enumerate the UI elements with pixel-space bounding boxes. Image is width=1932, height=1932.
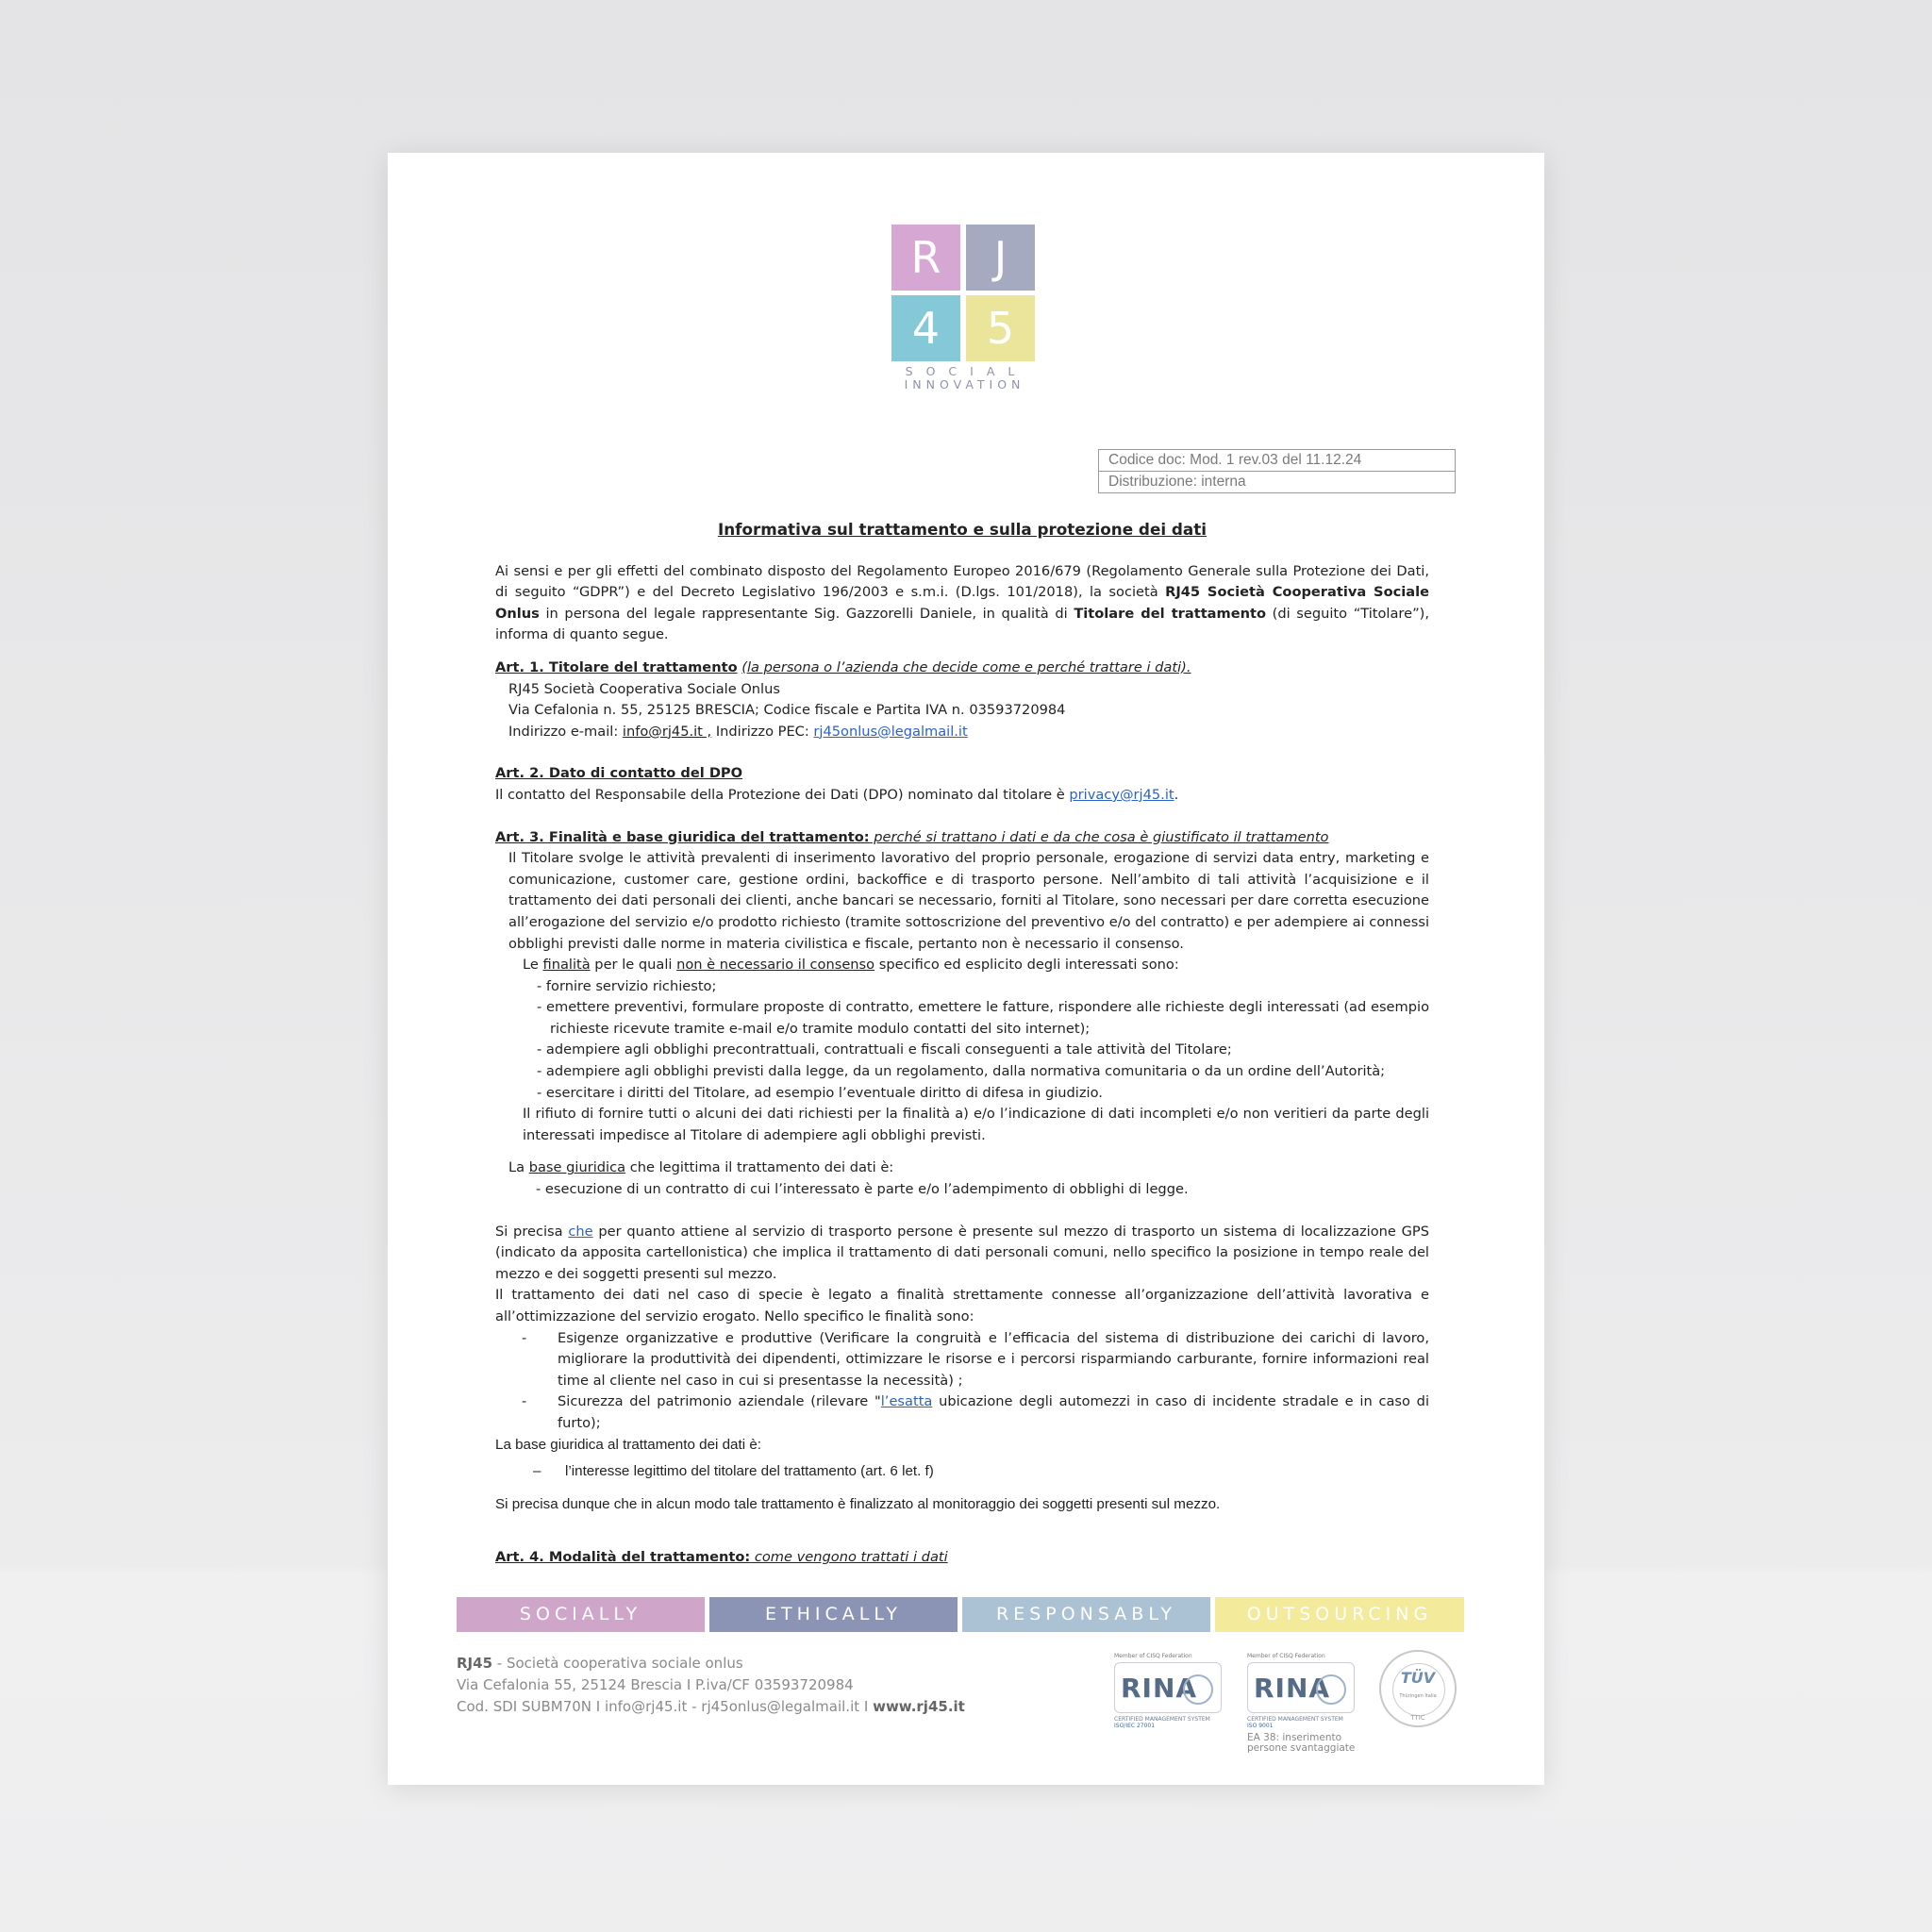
- footer-company: RJ45: [457, 1655, 493, 1672]
- list-item: – l’interesse legittimo del titolare del trattamento (art. 6 let. f): [533, 1463, 934, 1480]
- company-name: RJ45 Società Cooperativa Sociale Onlus: [495, 584, 1429, 622]
- logo-tile-5: 5: [966, 295, 1035, 361]
- titolare-label: Titolare del trattamento: [1074, 605, 1267, 622]
- list-item: - adempiere agli obblighi previsti dalla legge, da un regolamento, dalla normativa comunitaria o da un ordine dell’Autorità;: [537, 1063, 1386, 1080]
- pec-link[interactable]: rj45onlus@legalmail.it: [813, 723, 968, 740]
- banner-outsourcing: OUTSOURCING: [1215, 1597, 1464, 1632]
- rina-iso9001-badge: Member of CISQ Federation RINA CERTIFIED MANAGEMENT SYSTEM ISO 9001 EA 38: inserimento persone svantaggiate: [1247, 1653, 1360, 1754]
- art3-monitoraggio: Si precisa dunque che in alcun modo tale trattamento è finalizzato al monitoraggio dei soggetti presenti sul mezzo.: [495, 1495, 1221, 1512]
- doc-code: Codice doc: Mod. 1 rev.03 del 11.12.24: [1108, 452, 1362, 468]
- art3-base-giuridica: La base giuridica che legittima il trattamento dei dati è:: [508, 1159, 894, 1176]
- dpo-email-link[interactable]: privacy@rj45.it: [1069, 786, 1174, 803]
- website-link[interactable]: www.rj45.it: [873, 1698, 965, 1715]
- art1-contacts: Indirizzo e-mail: info@rj45.it , Indirizzo PEC: rj45onlus@legalmail.it: [508, 723, 968, 740]
- logo-innovation: INNOVATION: [904, 377, 1025, 391]
- footer-address: Via Cefalonia 55, 25124 Brescia I P.iva/CF 03593720984: [457, 1676, 854, 1693]
- list-item: - Esigenze organizzative e produttive (Verificare la congruità e l’efficacia del sistema di distribuzione dei carichi di lavoro, migliorare la produttività dei dipendenti, ottimizzare le risorse e i percorsi risparmiando carburante, fornire informazioni real time al cliente nel caso in cui si presentasse la necessità) ;: [522, 1329, 1429, 1389]
- document-title: Informativa sul trattamento e sulla protezione dei dati: [717, 520, 1208, 539]
- art1-heading: Art. 1. Titolare del trattamento (la persona o l’azienda che decide come e perché trattare i dati).: [495, 658, 1191, 675]
- art2-text: Il contatto del Responsabile della Protezione dei Dati (DPO) nominato dal titolare è privacy@rj45.it.: [495, 786, 1179, 803]
- email-link[interactable]: info@rj45.it ,: [622, 723, 712, 740]
- banner-ethically: ETHICALLY: [709, 1597, 958, 1632]
- document-page: [388, 153, 1544, 1785]
- page-footer: RJ45 - Società cooperativa sociale onlus Via Cefalonia 55, 25124 Brescia I P.iva/CF 03593720984 Cod. SDI SUBM70N I info@rj45.it - rj45onlus@legalmail.it I www.rj45.it: [457, 1653, 965, 1718]
- banner-responsably: RESPONSABLY: [962, 1597, 1210, 1632]
- art1-address: Via Cefalonia n. 55, 25125 BRESCIA; Codice fiscale e Partita IVA n. 03593720984: [508, 702, 1066, 719]
- tuv-badge: TÜV Thüringen Italia TTIC: [1379, 1650, 1457, 1727]
- art3-finalita: Le finalità per le quali non è necessario il consenso specifico ed esplicito degli interessati sono:: [523, 957, 1179, 974]
- logo-tile-r: R: [891, 225, 960, 291]
- ea38-label: EA 38: inserimento persone svantaggiate: [1247, 1732, 1356, 1754]
- banner-socially: SOCIALLY: [457, 1597, 705, 1632]
- art2-heading: Art. 2. Dato di contatto del DPO: [495, 765, 743, 782]
- list-item: - emettere preventivi, formulare proposte di contratto, emettere le fatture, rispondere alle richieste degli interessati (ad esempio richieste ricevute tramite e-mail e/o tramite modulo contatti del sito internet);: [537, 999, 1429, 1037]
- intro-paragraph: Ai sensi e per gli effetti del combinato disposto del Regolamento Europeo 2016/679 (Regolamento Generale sulla Protezione dei Dati, di seguito “GDPR”) e del Decreto Legislativo 196/2003 e s.m.i. (D.lgs. 101/2018), la società RJ45 Società Cooperativa Sociale Onlus in persona del legale rappresentante Sig. Gazzorelli Daniele, in qualità di Titolare del trattamento (di seguito “Titolare”), informa di quanto segue.: [495, 562, 1429, 643]
- rina-iso27001-badge: Member of CISQ Federation RINA CERTIFIED MANAGEMENT SYSTEM ISO/IEC 27001: [1114, 1653, 1222, 1729]
- art3-base2: La base giuridica al trattamento dei dati è:: [495, 1436, 761, 1453]
- rj45-logo: [891, 225, 1035, 392]
- art3-gps: Si precisa che per quanto attiene al servizio di trasporto persone è presente sul mezzo di trasporto un sistema di localizzazione GPS (indicato da apposita cartellonistica) che implica il trattamento di dati personali comuni, nello specifico la posizione in tempo reale del mezzo e dei soggetti presenti sul mezzo.: [495, 1223, 1429, 1282]
- list-item: - fornire servizio richiesto;: [537, 977, 717, 994]
- list-item: - adempiere agli obblighi precontrattuali, contrattuali e fiscali conseguenti a tale attività del Titolare;: [537, 1041, 1232, 1058]
- art4-heading: Art. 4. Modalità del trattamento: come vengono trattati i dati: [495, 1549, 948, 1566]
- doc-distribution: Distribuzione: interna: [1099, 471, 1455, 492]
- art3-rifiuto: Il rifiuto di fornire tutti o alcuni dei dati richiesti per la finalità a) e/o l’indicazione di dati incompleti e/o non veritieri da parte degli interessati impedisce al Titolare di adempiere agli obblighi previsti.: [523, 1106, 1429, 1143]
- doc-info-box: [1098, 449, 1456, 493]
- art3-paragraph: Il Titolare svolge le attività prevalenti di inserimento lavorativo del proprio personale, erogazione di servizi data entry, marketing e comunicazione, customer care, gestione ordini, backoffice e di trasporto persone. Nell’ambito di tali attività l’acquisizione e il trattamento dei dati personali dei clienti, anche bancari se necessario, forniti al Titolare, sono necessari per dare corretta esecuzione all’erogazione del servizio e/o prodotto richiesto (tramite sottoscrizione del preventivo e/o del contratto) e per adempiere ai connessi obblighi previsti dalle norme in materia civilistica e fiscale, pertanto non è necessario il consenso.: [508, 850, 1429, 952]
- list-item: - esercitare i diritti del Titolare, ad esempio l’eventuale diritto di difesa in giudizio.: [537, 1084, 1103, 1101]
- art3-trattamento: Il trattamento dei dati nel caso di specie è legato a finalità strettamente connesse all’organizzazione dell’attività lavorativa e all’ottimizzazione del servizio erogato. Nello specifico le finalità sono:: [495, 1287, 1429, 1324]
- list-item: - esecuzione di un contratto di cui l’interessato è parte e/o l’adempimento di obblighi di legge.: [536, 1181, 1189, 1198]
- art3-heading: Art. 3. Finalità e base giuridica del trattamento: perché si trattano i dati e da che cosa è giustificato il trattamento: [495, 828, 1329, 845]
- logo-tile-4: 4: [891, 295, 960, 361]
- document-body: [495, 519, 1429, 1569]
- list-item: - Sicurezza del patrimonio aziendale (rilevare "l’esatta ubicazione degli automezzi in caso di incidente stradale e in caso di furto);: [522, 1393, 1429, 1431]
- footer-contacts: Cod. SDI SUBM70N I info@rj45.it - rj45onlus@legalmail.it I www.rj45.it: [457, 1698, 965, 1715]
- art1-company: RJ45 Società Cooperativa Sociale Onlus: [508, 680, 780, 697]
- logo-tile-j: J: [966, 225, 1035, 291]
- logo-social: SOCIAL: [905, 364, 1028, 378]
